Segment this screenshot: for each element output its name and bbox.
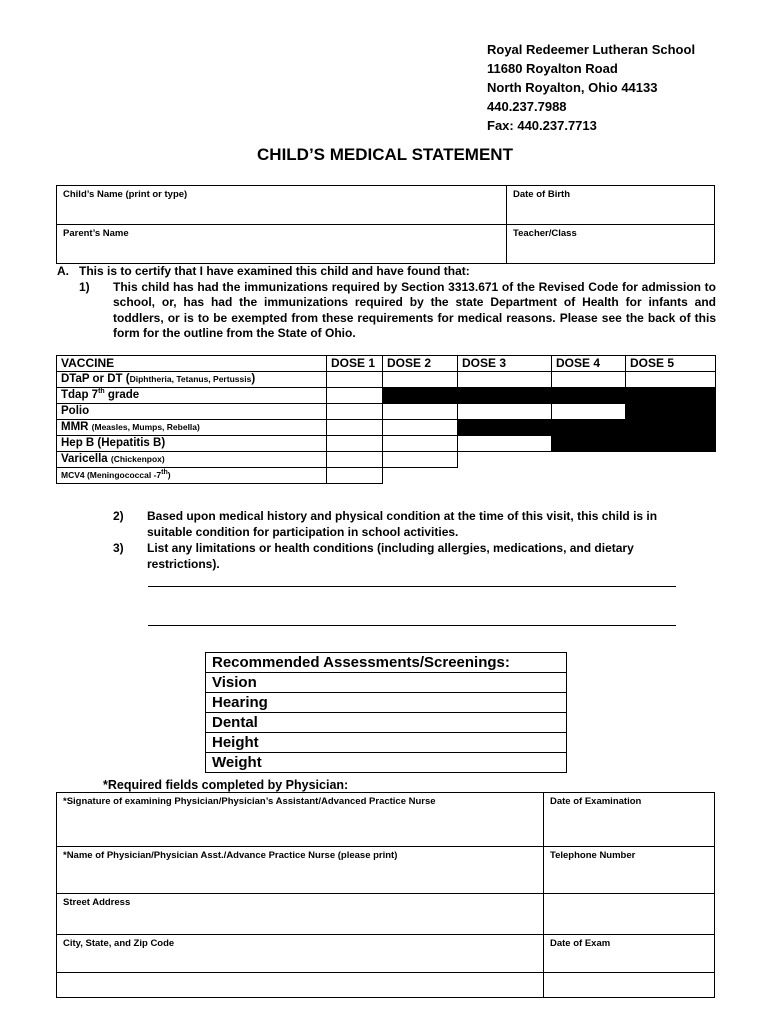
street-address-label: Street Address: [63, 897, 131, 908]
empty-field[interactable]: [544, 973, 715, 998]
vaccine-row-tdap: [57, 388, 716, 404]
dose-cell[interactable]: [327, 436, 383, 452]
date-examination-field[interactable]: [544, 793, 715, 847]
items-section: [113, 508, 673, 572]
vaccine-row-dtap: [57, 372, 716, 388]
physician-name-label: *Name of Physician/Physician Asst./Advance Practice Nurse (please print): [63, 850, 398, 861]
required-note: *Required fields completed by Physician:: [103, 778, 349, 792]
dose-1-header: DOSE 1: [327, 356, 383, 372]
assessment-dental: Dental: [206, 713, 567, 733]
vaccine-row-varicella: [57, 452, 716, 468]
dose-cell-blocked: [552, 420, 626, 436]
dose-cell[interactable]: [458, 404, 552, 420]
dose-cell[interactable]: [552, 404, 626, 420]
dose-cell[interactable]: [327, 452, 383, 468]
dose-cell-blocked: [626, 436, 716, 452]
item-1-number: 1): [79, 279, 90, 294]
physician-name-field[interactable]: [57, 847, 544, 894]
school-city: North Royalton, Ohio 44133: [487, 80, 658, 95]
dose-cell[interactable]: [552, 372, 626, 388]
item-3-number: 3): [113, 541, 124, 555]
vaccine-name: MCV4 (Meningococcal -7th): [57, 468, 327, 484]
vaccine-header-row: [57, 356, 716, 372]
vaccine-header: VACCINE: [57, 356, 327, 372]
empty-cell: [383, 468, 716, 484]
dose-cell[interactable]: [458, 436, 552, 452]
limitations-line-2[interactable]: [148, 625, 676, 626]
dose-cell[interactable]: [383, 404, 458, 420]
empty-field[interactable]: [57, 973, 544, 998]
signature-field[interactable]: [57, 793, 544, 847]
dose-cell[interactable]: [383, 452, 458, 468]
school-street: 11680 Royalton Road: [487, 61, 618, 76]
assessment-weight: Weight: [206, 753, 567, 773]
assessments-header: Recommended Assessments/Screenings:: [206, 653, 567, 673]
child-info-table: [56, 185, 715, 264]
telephone-field[interactable]: [544, 847, 715, 894]
dose-cell[interactable]: [327, 468, 383, 484]
assessments-table: [205, 652, 567, 773]
dose-cell[interactable]: [327, 372, 383, 388]
child-name-label: Child’s Name (print or type): [63, 189, 188, 200]
city-state-zip-label: City, State, and Zip Code: [63, 938, 175, 949]
vaccine-name: Varicella (Chickenpox): [57, 452, 327, 468]
dose-cell-blocked: [552, 436, 626, 452]
parent-name-label: Parent’s Name: [63, 228, 129, 239]
certification-section: [57, 264, 716, 342]
limitations-line-1[interactable]: [148, 586, 676, 587]
school-name: Royal Redeemer Lutheran School: [487, 42, 696, 57]
dose-cell-blocked: [626, 420, 716, 436]
signature-label: *Signature of examining Physician/Physician’s Assistant/Advanced Practice Nurse: [63, 796, 436, 807]
physician-table: [56, 792, 715, 998]
page-title: CHILD’S MEDICAL STATEMENT: [257, 145, 513, 164]
city-state-zip-field[interactable]: [57, 935, 544, 973]
dose-cell-blocked: [383, 388, 458, 404]
street-address-extra[interactable]: [544, 894, 715, 935]
child-name-field[interactable]: [57, 186, 507, 225]
empty-cell: [458, 452, 716, 468]
dose-cell[interactable]: [383, 436, 458, 452]
dose-cell-blocked: [552, 388, 626, 404]
item-1-text: This child has had the immunizations required by Section 3313.671 of the Revised Code for admission to school, or, has had the immunizations required by the state Department of Health for infants and toddlers, or is to be exempted from these requirements for medical reasons. Please see the back of this form for the outline from the State of Ohio.: [113, 279, 716, 340]
dose-cell[interactable]: [383, 372, 458, 388]
date-of-exam-field[interactable]: [544, 935, 715, 973]
section-a-label: A.: [57, 264, 69, 278]
dose-cell-blocked: [626, 388, 716, 404]
dose-cell-blocked: [626, 404, 716, 420]
vaccine-name: Tdap 7th grade: [57, 388, 327, 404]
date-examination-label: Date of Examination: [550, 796, 642, 807]
dose-4-header: DOSE 4: [552, 356, 626, 372]
vaccine-name: Polio: [57, 404, 327, 420]
vaccine-name: DTaP or DT (Diphtheria, Tetanus, Pertussis): [57, 372, 327, 388]
item-2-number: 2): [113, 509, 124, 523]
dose-2-header: DOSE 2: [383, 356, 458, 372]
dose-cell[interactable]: [383, 420, 458, 436]
dose-cell[interactable]: [327, 420, 383, 436]
assessment-hearing: Hearing: [206, 693, 567, 713]
teacher-class-field[interactable]: [507, 225, 715, 264]
school-phone: 440.237.7988: [487, 99, 567, 114]
telephone-label: Telephone Number: [550, 850, 636, 861]
school-fax: Fax: 440.237.7713: [487, 118, 597, 133]
section-a-text: This is to certify that I have examined this child and have found that:: [79, 264, 470, 278]
dose-3-header: DOSE 3: [458, 356, 552, 372]
teacher-class-label: Teacher/Class: [513, 228, 577, 239]
vaccine-row-polio: [57, 404, 716, 420]
dose-cell[interactable]: [458, 372, 552, 388]
dob-field[interactable]: [507, 186, 715, 225]
vaccine-table: [56, 355, 716, 484]
assessment-vision: Vision: [206, 673, 567, 693]
item-2-text: Based upon medical history and physical condition at the time of this visit, this child is in suitable condition for participation in school activities.: [147, 509, 658, 539]
dose-cell-blocked: [458, 388, 552, 404]
assessment-height: Height: [206, 733, 567, 753]
dose-5-header: DOSE 5: [626, 356, 716, 372]
item-3-text: List any limitations or health conditions (including allergies, medications, and dietary restrictions).: [147, 541, 634, 571]
dose-cell[interactable]: [626, 372, 716, 388]
vaccine-row-mmr: [57, 420, 716, 436]
street-address-field[interactable]: [57, 894, 544, 935]
vaccine-name: MMR (Measles, Mumps, Rebella): [57, 420, 327, 436]
vaccine-row-mcv4: [57, 468, 716, 484]
vaccine-row-hepb: [57, 436, 716, 452]
date-of-exam-label: Date of Exam: [550, 938, 611, 949]
school-address: [487, 40, 695, 135]
dob-label: Date of Birth: [513, 189, 570, 200]
dose-cell-blocked: [458, 420, 552, 436]
parent-name-field[interactable]: [57, 225, 507, 264]
dose-cell[interactable]: [327, 388, 383, 404]
dose-cell[interactable]: [327, 404, 383, 420]
vaccine-name: Hep B (Hepatitis B): [57, 436, 327, 452]
